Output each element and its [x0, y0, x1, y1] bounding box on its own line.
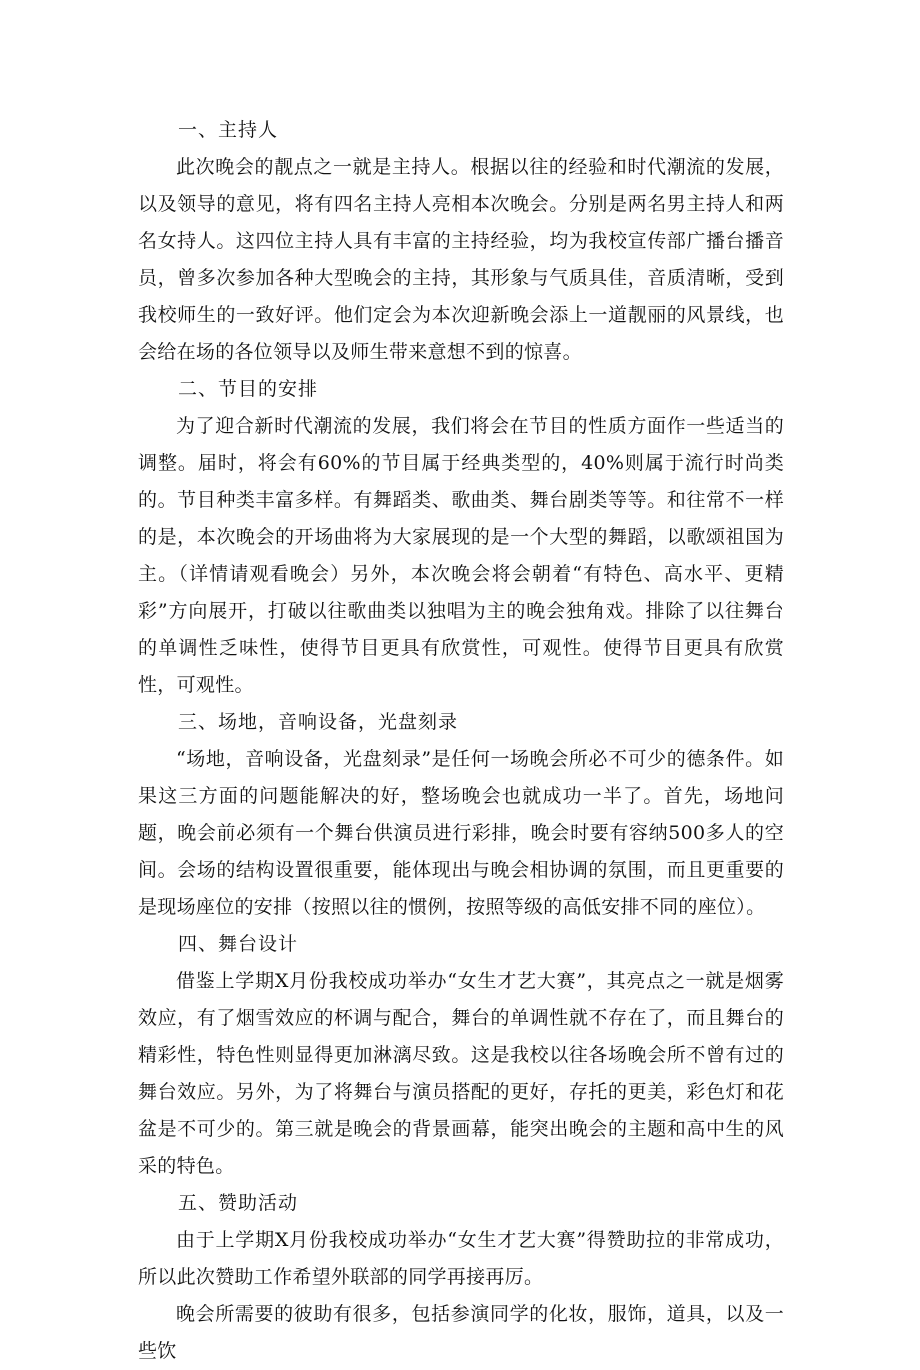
- section-heading-venue: 三、场地，音响设备，光盘刻录: [178, 711, 459, 733]
- paragraph-sponsorship-2: 晚会所需要的彼助有很多，包括参演同学的化妆，服饰，道具，以及一些饮: [138, 1303, 784, 1362]
- paragraph-hosts: 此次晚会的靓点之一就是主持人。根据以往的经验和时代潮流的发展，以及领导的意见，将有四名主持人亮相本次晚会。分别是两名男主持人和两名女持人。这四位主持人具有丰富的主持经验，均为我校宣传部广播台播音员，曾多次参加各种大型晚会的主持，其形象与气质具佳，音质清晰，受到我校师生的一致好评。他们定会为本次迎新晚会添上一道靓丽的风景线，也会给在场的各位领导以及师生带来意想不到的惊喜。: [138, 156, 784, 363]
- section-heading-program: 二、节目的安排: [178, 378, 319, 400]
- section-heading-sponsorship: 五、赞助活动: [178, 1192, 299, 1214]
- paragraph-sponsorship-1: 由于上学期X月份我校成功举办“女生才艺大赛”得赞助拉的非常成功，所以此次赞助工作希望外联部的同学再接再厉。: [138, 1229, 784, 1288]
- paragraph-program: 为了迎合新时代潮流的发展，我们将会在节目的性质方面作一些适当的调整。届时，将会有60%的节目属于经典类型的，40%则属于流行时尚类的。节目种类丰富多样。有舞蹈类、歌曲类、舞台剧类等等。和往常不一样的是，本次晚会的开场曲将为大家展现的是一个大型的舞蹈，以歌颂祖国为主。（详情请观看晚会）另外，本次晚会将会朝着“有特色、高水平、更精彩”方向展开，打破以往歌曲类以独唱为主的晚会独角戏。排除了以往舞台的单调性乏味性，使得节目更具有欣赏性，可观性。使得节目更具有欣赏性，可观性。: [138, 415, 784, 696]
- document-body: [138, 112, 784, 1370]
- paragraph-stage: 借鉴上学期X月份我校成功举办“女生才艺大赛”，其亮点之一就是烟雾效应，有了烟雪效应的杯调与配合，舞台的单调性就不存在了，而且舞台的精彩性，特色性则显得更加淋漓尽致。这是我校以往各场晚会所不曾有过的舞台效应。另外，为了将舞台与演员搭配的更好，存托的更美，彩色灯和花盆是不可少的。第三就是晚会的背景画幕，能突出晚会的主题和高中生的风采的特色。: [138, 970, 784, 1177]
- section-heading-hosts: 一、主持人: [178, 119, 279, 141]
- section-heading-stage: 四、舞台设计: [178, 933, 299, 955]
- paragraph-venue: “场地，音响设备，光盘刻录”是任何一场晚会所必不可少的德条件。如果这三方面的问题能解决的好，整场晚会也就成功一半了。首先，场地问题，晚会前必须有一个舞台供演员进行彩排，晚会时要有容纳500多人的空间。会场的结构设置很重要，能体现出与晚会相协调的氛围，而且更重要的是现场座位的安排（按照以往的惯例，按照等级的高低安排不同的座位）。: [138, 748, 784, 918]
